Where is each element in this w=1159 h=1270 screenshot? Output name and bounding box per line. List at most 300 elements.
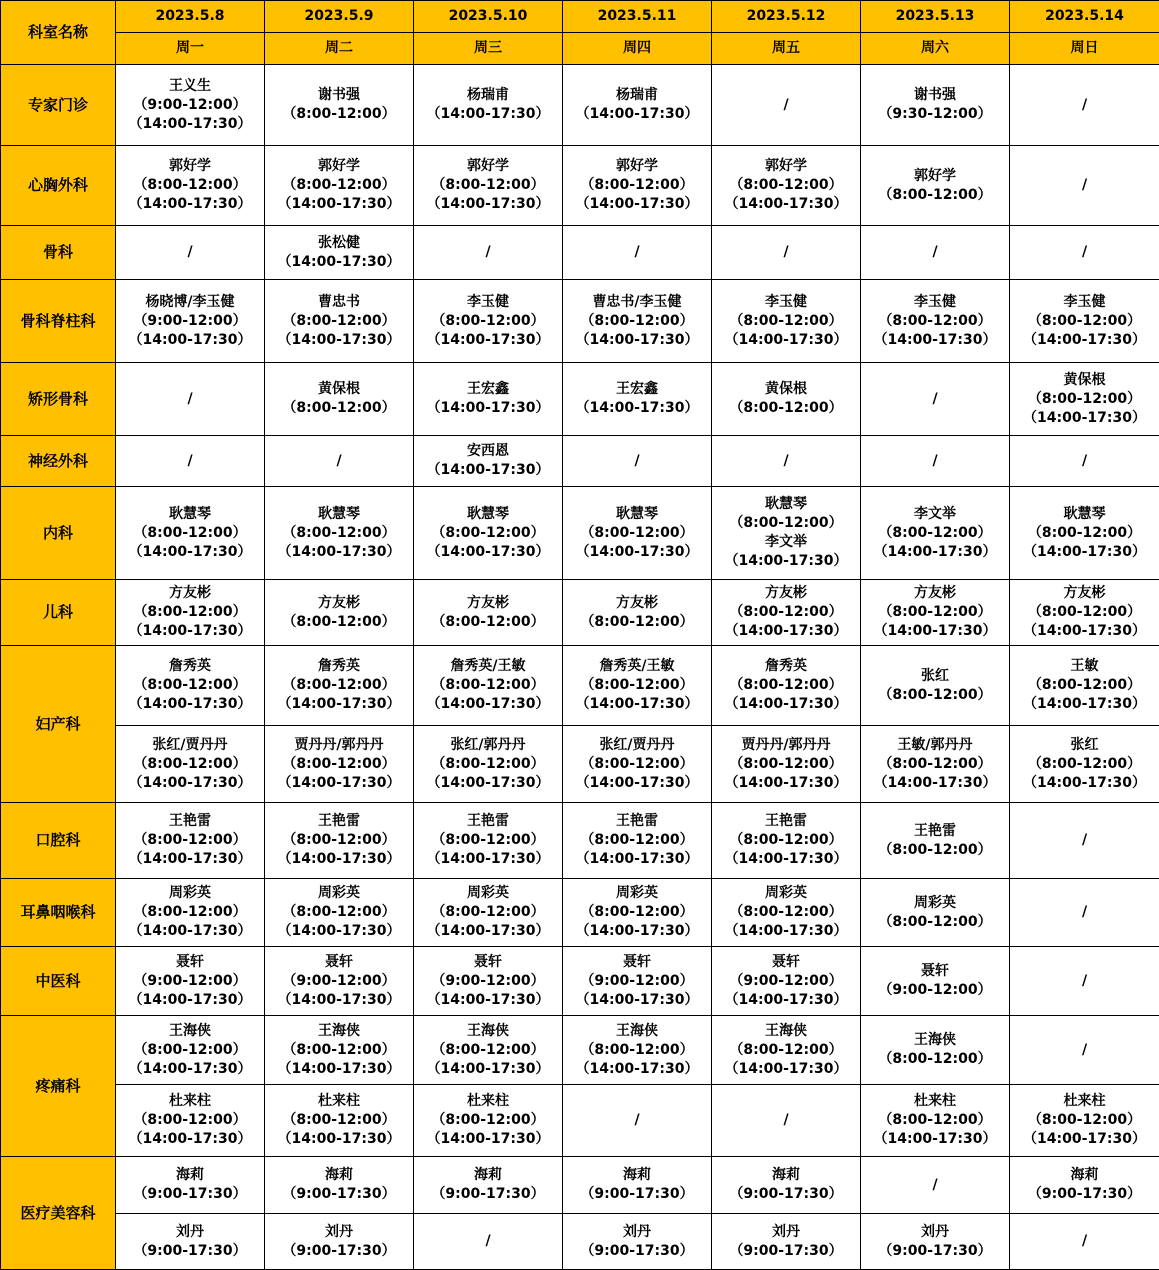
time-slot: （8:00-12:00） bbox=[1027, 524, 1142, 541]
doctor-name: 周彩英 bbox=[318, 885, 360, 901]
doctor-name: 郭好学 bbox=[765, 158, 807, 174]
schedule-cell bbox=[1010, 726, 1159, 803]
doctor-name: 詹秀英 bbox=[169, 658, 211, 674]
time-slot: （8:00-12:00） bbox=[580, 177, 694, 193]
doctor-name: 周彩英 bbox=[169, 885, 211, 901]
schedule-cell bbox=[1010, 280, 1159, 363]
time-slot: （8:00-12:00） bbox=[133, 177, 247, 193]
schedule-cell bbox=[414, 1214, 563, 1270]
schedule-row bbox=[1, 879, 1159, 947]
time-slot: （14:00-17:30） bbox=[724, 923, 848, 939]
schedule-row bbox=[1, 146, 1159, 226]
doctor-name: 王艳雷 bbox=[467, 813, 509, 829]
doctor-name: / bbox=[1081, 904, 1088, 920]
time-slot: （8:00-12:00） bbox=[580, 312, 694, 329]
doctor-name: / bbox=[1081, 177, 1088, 193]
schedule-cell bbox=[712, 1157, 861, 1214]
time-slot: （14:00-17:30） bbox=[426, 923, 550, 939]
schedule-cell bbox=[861, 879, 1010, 947]
doctor-name: 方友彬 bbox=[616, 594, 658, 611]
doctor-name: / bbox=[187, 244, 193, 260]
time-slot: （9:00-17:30） bbox=[729, 1186, 843, 1202]
doctor-name: / bbox=[932, 452, 938, 469]
doctor-name: 曹忠书/李玉健 bbox=[592, 293, 682, 310]
department-name: 儿科 bbox=[1, 580, 116, 646]
time-slot: （14:00-17:30） bbox=[575, 543, 699, 560]
time-slot: （8:00-12:00） bbox=[133, 1112, 247, 1128]
time-slot: （9:00-12:00） bbox=[878, 982, 992, 998]
schedule-row bbox=[1, 726, 1159, 803]
weekday-header: 周二 bbox=[265, 33, 414, 65]
time-slot: （8:00-12:00） bbox=[580, 524, 694, 541]
doctor-name: 海莉 bbox=[1070, 1167, 1099, 1183]
schedule-cell bbox=[116, 1214, 265, 1270]
schedule-cell bbox=[861, 65, 1010, 146]
date-header: 2023.5.14 bbox=[1010, 1, 1159, 33]
schedule-cell bbox=[712, 803, 861, 879]
schedule-cell bbox=[414, 487, 563, 580]
schedule-cell bbox=[861, 947, 1010, 1016]
doctor-name: 耿慧琴 bbox=[318, 505, 360, 522]
time-slot: （8:00-12:00） bbox=[133, 604, 247, 620]
department-name: 口腔科 bbox=[1, 803, 116, 879]
doctor-name: 杨晓博/李玉健 bbox=[145, 293, 235, 310]
schedule-cell bbox=[414, 363, 563, 436]
doctor-name: 聂轩 bbox=[325, 953, 353, 970]
time-slot: （9:00-17:30） bbox=[282, 1242, 396, 1259]
department-name: 专家门诊 bbox=[1, 65, 116, 146]
schedule-cell bbox=[563, 580, 712, 646]
time-slot: （8:00-12:00） bbox=[431, 677, 545, 693]
schedule-cell bbox=[712, 726, 861, 803]
date-header: 2023.5.10 bbox=[414, 1, 563, 33]
time-slot: （9:00-12:00） bbox=[580, 972, 694, 989]
time-slot: （8:00-12:00） bbox=[878, 913, 992, 930]
time-slot: （9:00-12:00） bbox=[431, 972, 545, 989]
schedule-cell bbox=[563, 1214, 712, 1270]
schedule-cell bbox=[265, 1214, 414, 1270]
doctor-name: 方友彬 bbox=[1063, 585, 1106, 601]
schedule-cell bbox=[265, 280, 414, 363]
doctor-name: 刘丹 bbox=[623, 1223, 651, 1240]
schedule-cell bbox=[116, 580, 265, 646]
doctor-name: 耿慧琴 bbox=[765, 496, 807, 512]
doctor-name: 王宏鑫 bbox=[616, 381, 658, 397]
time-slot: （8:00-12:00） bbox=[133, 1041, 247, 1058]
department-name: 中医科 bbox=[1, 947, 116, 1016]
schedule-cell bbox=[1010, 1157, 1159, 1214]
doctor-name: 黄保根 bbox=[318, 381, 360, 397]
schedule-cell bbox=[414, 879, 563, 947]
doctor-name: / bbox=[1081, 972, 1088, 989]
time-slot: （8:00-12:00） bbox=[133, 524, 247, 541]
time-slot: （14:00-17:30） bbox=[724, 991, 848, 1008]
schedule-cell bbox=[414, 280, 563, 363]
doctor-name: / bbox=[634, 244, 640, 260]
department-name: 骨科 bbox=[1, 226, 116, 280]
doctor-name: 王艳雷 bbox=[616, 813, 658, 829]
time-slot: （8:00-12:00） bbox=[580, 613, 694, 630]
doctor-name: 李玉健 bbox=[914, 293, 956, 310]
schedule-cell bbox=[712, 65, 861, 146]
schedule-cell bbox=[712, 646, 861, 726]
time-slot: （9:00-17:30） bbox=[878, 1242, 992, 1259]
time-slot: （14:00-17:30） bbox=[277, 253, 401, 270]
time-slot: （8:00-12:00） bbox=[580, 904, 694, 920]
schedule-cell bbox=[861, 726, 1010, 803]
schedule-cell bbox=[1010, 487, 1159, 580]
time-slot: （14:00-17:30） bbox=[277, 196, 401, 212]
time-slot: （14:00-17:30） bbox=[575, 331, 699, 348]
doctor-name: 詹秀英/王敏 bbox=[450, 658, 526, 674]
time-slot: （14:00-17:30） bbox=[426, 774, 550, 791]
doctor-name: 杨瑞甫 bbox=[616, 87, 658, 103]
schedule-cell bbox=[1010, 146, 1159, 226]
doctor-name: 王艳雷 bbox=[765, 813, 807, 829]
time-slot: （14:00-17:30） bbox=[575, 991, 699, 1008]
time-slot: （14:00-17:30） bbox=[426, 400, 550, 416]
doctor-name: 谢书强 bbox=[914, 87, 956, 103]
time-slot: （8:00-12:00） bbox=[878, 1051, 992, 1067]
schedule-cell bbox=[861, 487, 1010, 580]
weekday-header: 周一 bbox=[116, 33, 265, 65]
schedule-cell bbox=[563, 1016, 712, 1085]
doctor-name: 耿慧琴 bbox=[169, 505, 211, 522]
doctor-name: 海莉 bbox=[474, 1167, 502, 1183]
date-header: 2023.5.13 bbox=[861, 1, 1010, 33]
time-slot: （14:00-17:30） bbox=[873, 543, 997, 560]
weekday-header: 周六 bbox=[861, 33, 1010, 65]
time-slot: （8:00-12:00） bbox=[282, 613, 396, 630]
time-slot: （8:00-12:00） bbox=[133, 904, 247, 920]
time-slot: （14:00-17:30） bbox=[277, 331, 401, 348]
time-slot: （8:00-12:00） bbox=[878, 604, 992, 620]
time-slot: （14:00-17:30） bbox=[426, 462, 550, 478]
doctor-name: / bbox=[1081, 452, 1088, 469]
doctor-name: 郭好学 bbox=[616, 158, 658, 174]
schedule-cell bbox=[1010, 1016, 1159, 1085]
doctor-name: / bbox=[932, 390, 938, 407]
doctor-name: / bbox=[1081, 1041, 1088, 1058]
time-slot: （14:00-17:30） bbox=[724, 553, 848, 569]
time-slot: （9:00-12:00） bbox=[133, 96, 247, 113]
time-slot: （8:00-12:00） bbox=[431, 524, 545, 541]
doctor-name: 李文举 bbox=[914, 505, 956, 522]
time-slot: （8:00-12:00） bbox=[729, 604, 843, 620]
time-slot: （14:00-17:30） bbox=[277, 543, 401, 560]
doctor-name: 贾丹丹/郭丹丹 bbox=[741, 736, 831, 753]
time-slot: （14:00-17:30） bbox=[724, 196, 848, 212]
doctor-name: 郭好学 bbox=[169, 158, 211, 174]
time-slot: （9:00-17:30） bbox=[580, 1186, 694, 1202]
time-slot: （14:00-17:30） bbox=[724, 696, 848, 712]
doctor-name: 方友彬 bbox=[467, 594, 509, 611]
doctor-name: 聂轩 bbox=[474, 953, 502, 970]
schedule-cell bbox=[712, 363, 861, 436]
time-slot: （8:00-12:00） bbox=[1027, 312, 1142, 329]
schedule-cell bbox=[712, 487, 861, 580]
doctor-name: 王海侠 bbox=[616, 1022, 658, 1039]
time-slot: （8:00-12:00） bbox=[1027, 1112, 1142, 1128]
schedule-cell bbox=[265, 1085, 414, 1157]
time-slot: （14:00-17:30） bbox=[426, 1060, 550, 1077]
department-name: 内科 bbox=[1, 487, 116, 580]
doctor-name: 周彩英 bbox=[616, 885, 658, 901]
schedule-cell bbox=[1010, 947, 1159, 1016]
doctor-name: 张红 bbox=[921, 667, 949, 684]
schedule-cell bbox=[1010, 803, 1159, 879]
schedule-cell bbox=[116, 226, 265, 280]
schedule-cell bbox=[265, 803, 414, 879]
schedule-cell bbox=[265, 580, 414, 646]
doctor-name: 杜来柱 bbox=[318, 1093, 360, 1109]
time-slot: （9:00-17:30） bbox=[431, 1186, 545, 1202]
schedule-cell bbox=[563, 1085, 712, 1157]
schedule-cell bbox=[414, 1085, 563, 1157]
department-name: 医疗美容科 bbox=[1, 1157, 116, 1270]
time-slot: （8:00-12:00） bbox=[729, 755, 843, 772]
schedule-cell bbox=[116, 1085, 265, 1157]
time-slot: （14:00-17:30） bbox=[426, 1131, 550, 1147]
doctor-name: 王敏/郭丹丹 bbox=[897, 736, 973, 753]
schedule-cell bbox=[1010, 580, 1159, 646]
schedule-cell bbox=[712, 1214, 861, 1270]
schedule-cell bbox=[563, 65, 712, 146]
time-slot: （14:00-17:30） bbox=[724, 774, 848, 791]
time-slot: （8:00-12:00） bbox=[431, 1112, 545, 1128]
doctor-name: 安西恩 bbox=[467, 443, 509, 459]
doctor-name: 郭好学 bbox=[467, 158, 509, 174]
department-name: 骨科脊柱科 bbox=[1, 280, 116, 363]
time-slot: （8:00-12:00） bbox=[729, 312, 843, 329]
doctor-name: 张红/贾丹丹 bbox=[152, 736, 228, 753]
doctor-name: 杜来柱 bbox=[169, 1093, 211, 1109]
time-slot: （8:00-12:00） bbox=[133, 832, 247, 848]
doctor-name: 王艳雷 bbox=[318, 813, 360, 829]
time-slot: （8:00-12:00） bbox=[878, 1112, 992, 1128]
doctor-name: / bbox=[485, 1233, 491, 1249]
weekday-header: 周五 bbox=[712, 33, 861, 65]
doctor-name: / bbox=[1081, 832, 1088, 848]
schedule-cell bbox=[1010, 1214, 1159, 1270]
schedule-cell bbox=[116, 363, 265, 436]
schedule-cell bbox=[414, 803, 563, 879]
doctor-name: 张松健 bbox=[318, 234, 360, 251]
schedule-cell bbox=[116, 436, 265, 487]
time-slot: （14:00-17:30） bbox=[426, 196, 550, 212]
schedule-cell bbox=[563, 947, 712, 1016]
time-slot: （14:00-17:30） bbox=[128, 1131, 252, 1147]
time-slot: （14:00-17:30） bbox=[128, 543, 252, 560]
time-slot: （14:00-17:30） bbox=[575, 196, 699, 212]
time-slot: （8:00-12:00） bbox=[133, 677, 247, 693]
doctor-name: 张红/郭丹丹 bbox=[450, 736, 526, 753]
schedule-cell bbox=[414, 146, 563, 226]
doctor-name: 王义生 bbox=[169, 77, 211, 94]
schedule-row bbox=[1, 487, 1159, 580]
schedule-cell bbox=[861, 226, 1010, 280]
time-slot: （8:00-12:00） bbox=[431, 755, 545, 772]
time-slot: （8:00-12:00） bbox=[729, 832, 843, 848]
doctor-name: / bbox=[187, 452, 193, 469]
weekday-header: 周三 bbox=[414, 33, 563, 65]
time-slot: （8:00-12:00） bbox=[431, 177, 545, 193]
doctor-name: 耿慧琴 bbox=[467, 505, 509, 522]
doctor-name: 海莉 bbox=[176, 1167, 204, 1183]
schedule-cell bbox=[116, 280, 265, 363]
schedule-cell bbox=[116, 803, 265, 879]
schedule-cell bbox=[712, 1016, 861, 1085]
doctor-name: 詹秀英 bbox=[765, 658, 807, 674]
schedule-cell bbox=[414, 947, 563, 1016]
weekday-header: 周四 bbox=[563, 33, 712, 65]
schedule-cell bbox=[861, 646, 1010, 726]
time-slot: （8:00-12:00） bbox=[1027, 755, 1142, 772]
doctor-name: 刘丹 bbox=[772, 1223, 800, 1240]
schedule-cell bbox=[712, 226, 861, 280]
doctor-name: 李玉健 bbox=[765, 293, 807, 310]
schedule-cell bbox=[563, 646, 712, 726]
schedule-cell bbox=[861, 146, 1010, 226]
doctor-name: 耿慧琴 bbox=[1063, 505, 1106, 522]
time-slot: （9:00-17:30） bbox=[580, 1242, 694, 1259]
doctor-name: 方友彬 bbox=[914, 585, 956, 601]
department-name: 疼痛科 bbox=[1, 1016, 116, 1157]
doctor-name: / bbox=[485, 244, 491, 260]
time-slot: （14:00-17:30） bbox=[277, 923, 401, 939]
doctor-name: / bbox=[783, 452, 789, 469]
time-slot: （14:00-17:30） bbox=[1023, 774, 1146, 791]
date-header: 2023.5.8 bbox=[116, 1, 265, 33]
time-slot: （8:00-12:00） bbox=[282, 755, 396, 772]
doctor-name: 杜来柱 bbox=[914, 1093, 956, 1109]
time-slot: （8:00-12:00） bbox=[878, 755, 992, 772]
schedule-cell bbox=[116, 879, 265, 947]
time-slot: （14:00-17:30） bbox=[426, 543, 550, 560]
time-slot: （8:00-12:00） bbox=[729, 400, 843, 416]
time-slot: （14:00-17:30） bbox=[277, 774, 401, 791]
time-slot: （8:00-12:00） bbox=[729, 177, 843, 193]
time-slot: （8:00-12:00） bbox=[431, 613, 545, 630]
schedule-cell bbox=[861, 803, 1010, 879]
time-slot: （14:00-17:30） bbox=[724, 331, 848, 348]
doctor-name: / bbox=[336, 452, 342, 469]
time-slot: （14:00-17:30） bbox=[426, 696, 550, 712]
schedule-cell bbox=[265, 726, 414, 803]
schedule-cell bbox=[265, 1016, 414, 1085]
schedule-body bbox=[1, 65, 1159, 1270]
schedule-cell bbox=[1010, 65, 1159, 146]
department-column-header: 科室名称 bbox=[1, 1, 116, 65]
time-slot: （9:00-17:30） bbox=[282, 1186, 396, 1202]
schedule-cell bbox=[414, 646, 563, 726]
doctor-name: 王宏鑫 bbox=[467, 381, 509, 397]
time-slot: （14:00-17:30） bbox=[724, 1060, 848, 1077]
doctor-name: 方友彬 bbox=[765, 585, 807, 601]
schedule-cell bbox=[116, 487, 265, 580]
date-header: 2023.5.9 bbox=[265, 1, 414, 33]
time-slot: （8:00-12:00） bbox=[878, 686, 992, 703]
schedule-cell bbox=[712, 436, 861, 487]
schedule-cell bbox=[414, 726, 563, 803]
schedule-cell bbox=[712, 280, 861, 363]
doctor-name: 方友彬 bbox=[318, 594, 360, 611]
schedule-row bbox=[1, 436, 1159, 487]
time-slot: （9:00-17:30） bbox=[729, 1242, 843, 1259]
schedule-cell bbox=[265, 646, 414, 726]
schedule-row bbox=[1, 226, 1159, 280]
time-slot: （14:00-17:30） bbox=[128, 923, 252, 939]
time-slot: （8:00-12:00） bbox=[1027, 604, 1142, 620]
time-slot: （8:00-12:00） bbox=[282, 1112, 396, 1128]
department-name: 神经外科 bbox=[1, 436, 116, 487]
time-slot: （8:00-12:00） bbox=[431, 832, 545, 848]
doctor-name: 张红 bbox=[1070, 736, 1099, 753]
time-slot: （9:00-12:00） bbox=[729, 972, 843, 989]
time-slot: （9:00-17:30） bbox=[133, 1242, 247, 1259]
schedule-row bbox=[1, 280, 1159, 363]
time-slot: （14:00-17:30） bbox=[575, 923, 699, 939]
time-slot: （14:00-17:30） bbox=[128, 115, 252, 132]
doctor-name: 李玉健 bbox=[1063, 293, 1106, 310]
schedule-cell bbox=[1010, 1085, 1159, 1157]
time-slot: （8:00-12:00） bbox=[878, 186, 992, 203]
doctor-name: / bbox=[783, 1112, 789, 1128]
doctor-name: 郭好学 bbox=[914, 167, 956, 184]
time-slot: （8:00-12:00） bbox=[878, 312, 992, 329]
time-slot: （8:00-12:00） bbox=[878, 841, 992, 858]
time-slot: （14:00-17:30） bbox=[277, 696, 401, 712]
schedule-cell bbox=[712, 1085, 861, 1157]
schedule-cell bbox=[116, 65, 265, 146]
time-slot: （8:00-12:00） bbox=[580, 755, 694, 772]
doctor-name: 聂轩 bbox=[176, 953, 204, 970]
time-slot: （14:00-17:30） bbox=[128, 991, 252, 1008]
time-slot: （14:00-17:30） bbox=[1023, 331, 1146, 348]
schedule-row bbox=[1, 803, 1159, 879]
doctor-name: / bbox=[1081, 96, 1088, 113]
time-slot: （9:00-12:00） bbox=[133, 972, 247, 989]
schedule-cell bbox=[414, 65, 563, 146]
time-slot: （9:30-12:00） bbox=[878, 106, 992, 122]
schedule-cell bbox=[712, 947, 861, 1016]
time-slot: （14:00-17:30） bbox=[575, 1060, 699, 1077]
schedule-cell bbox=[265, 1157, 414, 1214]
time-slot: （9:00-17:30） bbox=[1027, 1186, 1142, 1202]
time-slot: （14:00-17:30） bbox=[128, 331, 252, 348]
time-slot: （14:00-17:30） bbox=[277, 1131, 401, 1147]
time-slot: （14:00-17:30） bbox=[873, 1131, 997, 1147]
schedule-cell bbox=[265, 65, 414, 146]
department-name: 心胸外科 bbox=[1, 146, 116, 226]
doctor-name: 李文举 bbox=[765, 534, 807, 550]
date-header-row bbox=[1, 1, 1159, 33]
time-slot: （14:00-17:30） bbox=[1023, 409, 1146, 426]
schedule-cell bbox=[563, 436, 712, 487]
doctor-name: 王海侠 bbox=[169, 1022, 211, 1039]
schedule-cell bbox=[861, 1157, 1010, 1214]
schedule-cell bbox=[861, 436, 1010, 487]
schedule-cell bbox=[265, 363, 414, 436]
doctor-name: 王艳雷 bbox=[169, 813, 211, 829]
doctor-name: 王艳雷 bbox=[914, 822, 956, 839]
time-slot: （8:00-12:00） bbox=[133, 755, 247, 772]
schedule-cell bbox=[1010, 879, 1159, 947]
doctor-name: / bbox=[783, 244, 789, 260]
schedule-cell bbox=[265, 226, 414, 280]
schedule-cell bbox=[563, 487, 712, 580]
schedule-cell bbox=[861, 363, 1010, 436]
